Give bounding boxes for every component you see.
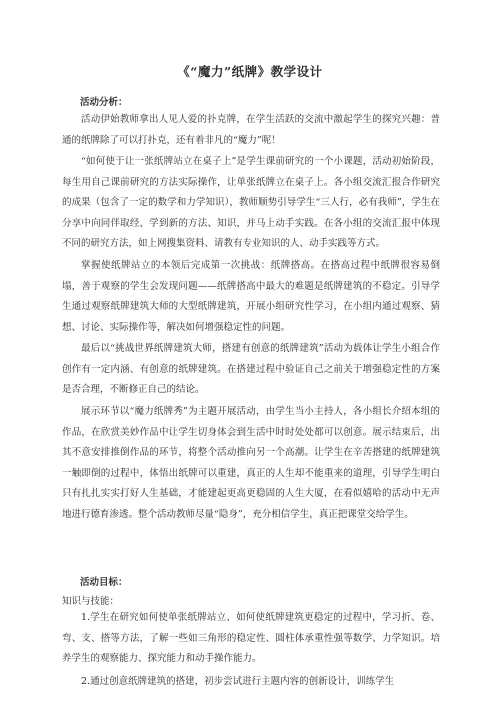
goals-heading: 活动目标：: [80, 577, 128, 588]
paragraph: 掌握使纸牌站立的本领后完成第一次挑战：纸牌搭高。在搭高过程中纸牌很容易倒塌，善于观察的学生会发现问题——纸牌搭高中最大的难题是纸牌建筑的不稳定。引导学生通过观察纸牌建筑大师的大型纸牌建筑，开展小组研究性学习，在小组内通过观察、猜想、讨论、实际操作等，解决如何增强稳定性的问题。: [62, 260, 440, 333]
goal-item: 2.通过创意纸牌建筑的搭建，初步尝试进行主题内容的创新设计，训练学生: [81, 676, 395, 687]
goal-item: 1.学生在研究如何使单张纸牌站立、如何使纸牌建筑更稳定的过程中，学习折、卷、弯、支、搭等方法，了解一些如三角形的稳定性、圆柱体承重性强等数学、力学知识。培养学生的观察能力、探究能力和动手操作能力。: [62, 612, 440, 665]
document-title: 《“魔力”纸牌》教学设计: [177, 64, 323, 79]
paragraph: 展示环节以“魔力纸牌秀”为主题开展活动，由学生当小主持人，各小组长介绍本组的作品，在欣赏美妙作品中让学生切身体会到生活中时时处处都可以创意。展示结束后，出其不意安排推倒作品的环节，将整个活动推向另一个高潮。让学生在辛苦搭建的纸牌建筑一触即倒的过程中，体悟出纸牌可以重建，真正的人生却不能重来的道理，引导学生明白只有扎扎实实打好人生基础，才能建起更高更稳固的人生大厦，在看似嬉哈的活动中无声地进行德育渗透。整个活动教师尽量“隐身”，充分相信学生，真正把课堂交给学生。: [62, 406, 440, 520]
paragraph: “如何使于让一张纸牌站立在桌子上”是学生课前研究的一个小课题，活动初始阶段，每生用自己课前研究的方法实际操作，让单张纸牌立在桌子上。各小组交流汇报合作研究的成果（包含了一定的数学和力学知识），教师顺势引导学生“三人行，必有我师”，学生在分享中向同伴取经，学到新的方法、知识，并马上动手实践。在各小组的交流汇报中体现不同的研究方法，如上网搜集资料、请教有专业知识的人、动手实践等方式。: [62, 156, 440, 250]
analysis-heading: 活动分析：: [80, 97, 128, 108]
paragraph: 最后以“挑战世界纸牌建筑大师，搭建有创意的纸牌建筑”活动为载体让学生小组合作创作有一定内涵、有创意的纸牌建筑。在搭建过程中验证自己之前关于增强稳定性的方案是否合理，不断修正自己的结论。: [62, 343, 440, 396]
knowledge-skills-label: 知识与技能：: [62, 596, 120, 607]
paragraph: 活动伊始教师拿出人见人爱的扑克牌，在学生活跃的交流中激起学生的探究兴趣：普通的纸牌除了可以打扑克，还有着非凡的“魔力”呢！: [62, 114, 440, 146]
